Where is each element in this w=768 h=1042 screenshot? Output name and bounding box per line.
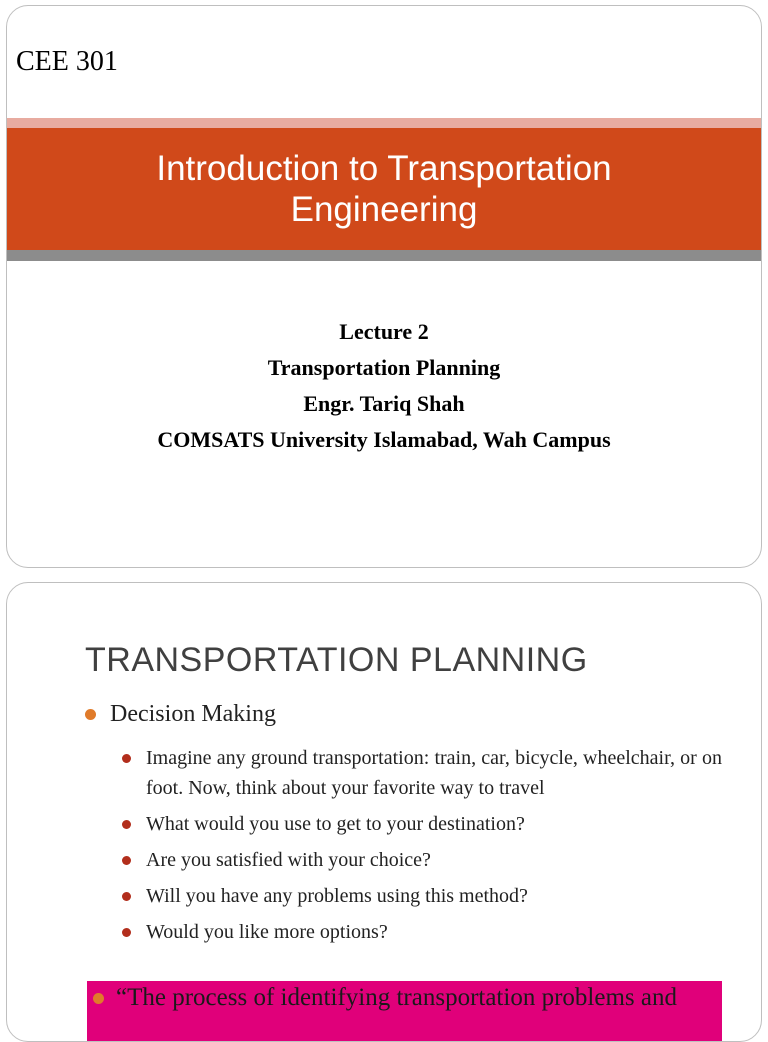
bullet-text: Decision Making: [110, 701, 276, 727]
title-slide: [6, 5, 762, 568]
list-item: Would you like more options?: [120, 917, 722, 947]
bullet-dot-icon: [122, 754, 131, 763]
highlighted-quote-continuation: [87, 1016, 722, 1042]
title-band: [7, 128, 761, 250]
quote-text: “The process of identifying transportation problems and: [116, 984, 677, 1011]
main-title-line2: Engineering: [290, 190, 478, 229]
bullet-dot-icon: [122, 892, 131, 901]
highlighted-quote: [87, 981, 722, 1016]
subtitle-block: [7, 314, 761, 458]
main-title-line1: Introduction to Transportation: [156, 149, 612, 188]
lecture-topic: Transportation Planning: [267, 355, 501, 380]
list-item: Imagine any ground transportation: train, car, bicycle, wheelchair, or on foot. Now, think about your favorite way to travel: [120, 743, 722, 803]
title-band-top-stripe: [7, 118, 761, 128]
bullet-dot-icon: [122, 820, 131, 829]
main-title: [84, 148, 684, 230]
content-slide: [6, 582, 762, 1042]
sub-bullet-list: [120, 743, 722, 953]
bullet-dot-icon: [122, 928, 131, 937]
instructor-name: Engr. Tariq Shah: [303, 391, 465, 416]
slide-title: TRANSPORTATION PLANNING: [85, 641, 588, 679]
bullet-dot-icon: [122, 856, 131, 865]
bullet-dot-icon: [85, 709, 96, 720]
course-code: CEE 301: [16, 46, 118, 77]
bullet-decision-making: [85, 701, 276, 728]
list-item: What would you use to get to your destination?: [120, 809, 722, 839]
institution-name: COMSATS University Islamabad, Wah Campus: [157, 427, 611, 452]
lecture-number: Lecture 2: [339, 319, 429, 344]
list-item: Will you have any problems using this method?: [120, 881, 722, 911]
bullet-dot-icon: [93, 993, 104, 1004]
list-item: Are you satisfied with your choice?: [120, 845, 722, 875]
title-band-bottom-stripe: [7, 250, 761, 261]
